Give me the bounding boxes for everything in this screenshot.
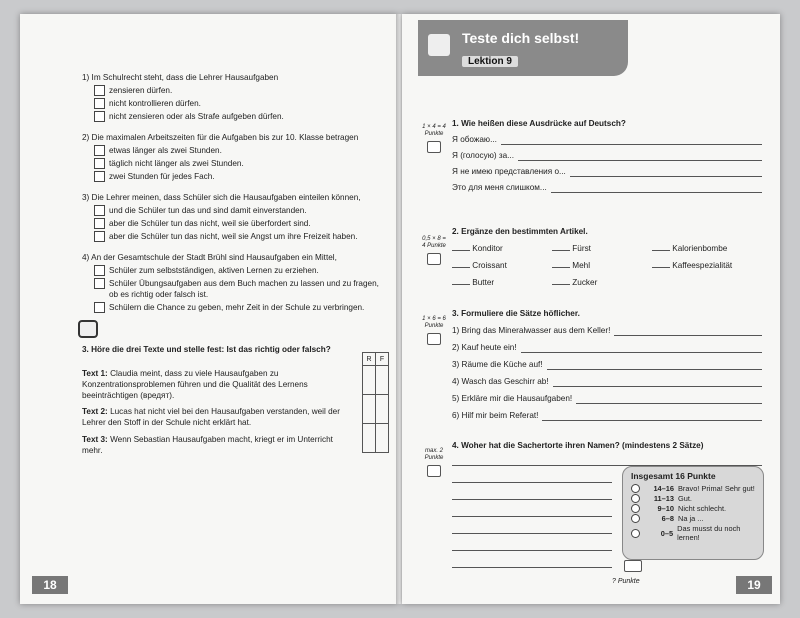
range: 9–10 [657, 504, 674, 513]
sentence: 1) Bring das Mineralwasser aus dem Keller! [452, 326, 611, 335]
checkbox[interactable] [94, 85, 105, 96]
answer-cell[interactable] [363, 366, 376, 395]
checkbox[interactable] [94, 171, 105, 182]
text-label: Text 1: [82, 369, 108, 378]
rating: Nicht schlecht. [678, 504, 727, 513]
checkbox[interactable] [94, 302, 105, 313]
answer-line[interactable] [452, 534, 612, 551]
question-4 [82, 252, 382, 313]
points-label: ? Punkte [612, 578, 640, 585]
answer-cell[interactable] [363, 424, 376, 453]
answer-line[interactable] [452, 551, 612, 568]
option-text: nicht kontrollieren dürfen. [109, 99, 201, 108]
rating: Na ja ... [678, 514, 704, 523]
audio-icon [78, 320, 98, 338]
sentence: 5) Erkläre mir die Hausaufgaben! [452, 394, 573, 403]
noun: Kalorienbombe [672, 244, 728, 253]
text-1 [82, 368, 352, 401]
noun: Kaffeespezialität [672, 261, 733, 270]
checkbox[interactable] [94, 205, 105, 216]
checkbox[interactable] [94, 98, 105, 109]
right-page [402, 14, 780, 604]
score-box[interactable] [427, 465, 441, 477]
total-score-box [622, 466, 764, 560]
answer-cell[interactable] [376, 424, 389, 453]
score-box[interactable] [427, 253, 441, 265]
answer-line[interactable] [547, 360, 762, 370]
score-text: 1 × 4 = 4 Punkte [422, 124, 446, 137]
answer-line[interactable] [551, 183, 762, 193]
page-number: 18 [32, 576, 68, 594]
section-title: 3. Formuliere die Sätze höflicher. [452, 309, 580, 318]
section-title: 1. Wie heißen diese Ausdrücke auf Deutsch? [452, 119, 626, 128]
text-body: Claudia meint, dass zu viele Hausaufgaben zu Konzentrationsproblemen führen und die Qualität des Lernens beeinträchtigen (вредят). [82, 369, 308, 400]
question-text: 4) An der Gesamtschule der Stadt Brühl sind Hausaufgaben ein Mittel, [82, 253, 337, 262]
text-3 [82, 434, 352, 456]
rf-header-f: F [376, 353, 389, 366]
section-3 [452, 308, 762, 421]
noun: Konditor [472, 244, 503, 253]
option-text: aber die Schüler tun das nicht, weil sie überfordert sind. [109, 219, 311, 228]
rating: Bravo! Prima! Sehr gut! [678, 484, 755, 493]
radio-circle[interactable] [631, 504, 640, 513]
option-text: etwas länger als zwei Stunden. [109, 146, 222, 155]
noun: Croissant [472, 261, 507, 270]
answer-line[interactable] [518, 151, 762, 161]
radio-circle[interactable] [631, 514, 640, 523]
question-2 [82, 132, 382, 182]
score-s4 [420, 448, 448, 477]
option-text: zwei Stunden für jedes Fach. [109, 172, 215, 181]
checkbox[interactable] [94, 265, 105, 276]
option-text: nicht zensieren oder als Strafe aufgeben dürfen. [109, 112, 284, 121]
answer-line[interactable] [614, 326, 762, 336]
radio-circle[interactable] [631, 529, 640, 538]
text-label: Text 3: [82, 435, 108, 444]
answer-line[interactable] [452, 500, 612, 517]
section-1 [452, 118, 762, 193]
test-header [418, 20, 628, 76]
noun: Fürst [572, 244, 591, 253]
checkbox[interactable] [94, 231, 105, 242]
answer-line[interactable] [521, 343, 762, 353]
question-1 [82, 72, 382, 122]
answer-line[interactable] [576, 394, 762, 404]
section-2 [452, 226, 762, 288]
coffee-cup-icon [428, 34, 450, 56]
answer-line[interactable] [570, 167, 762, 177]
range: 14–16 [653, 484, 674, 493]
answer-cell[interactable] [363, 395, 376, 424]
answer-cell[interactable] [376, 395, 389, 424]
sentence: 2) Kauf heute ein! [452, 343, 517, 352]
question-text: 3) Die Lehrer meinen, dass Schüler sich die Hausaufgaben einteilen können, [82, 193, 361, 202]
option-text: zensieren dürfen. [109, 86, 173, 95]
score-text: 0,5 × 8 = 4 Punkte [422, 236, 446, 249]
noun: Mehl [572, 261, 591, 270]
text-2 [82, 406, 352, 428]
option-text: Schüler zum selbstständigen, aktiven Lernen zu erziehen. [109, 266, 319, 275]
answer-line[interactable] [452, 483, 612, 500]
rf-header-r: R [363, 353, 376, 366]
checkbox[interactable] [94, 278, 105, 289]
text-body: Wenn Sebastian Hausaufgaben macht, kriegt er im Unterricht mehr. [82, 435, 333, 455]
text-body: Lucas hat nicht viel bei den Hausaufgaben verstanden, weil der Lehrer den Stoff in der Schule nicht erklärt hat. [82, 407, 340, 427]
answer-line[interactable] [452, 517, 612, 534]
noun: Zucker [572, 278, 598, 287]
phrase: Я (голосую) за... [452, 151, 514, 160]
score-text: 1 × 6 = 6 Punkte [422, 316, 446, 329]
answer-line[interactable] [452, 466, 612, 483]
points-box[interactable] [624, 560, 642, 572]
checkbox[interactable] [94, 158, 105, 169]
option-text: aber die Schüler tun das nicht, weil sie Angst um ihre Freizeit haben. [109, 232, 358, 241]
sentence: 3) Räume die Küche auf! [452, 360, 543, 369]
checkbox[interactable] [94, 218, 105, 229]
sentence: 4) Wasch das Geschirr ab! [452, 377, 549, 386]
phrase: Это для меня слишком... [452, 183, 547, 192]
task-3-title: 3. Höre die drei Texte und stelle fest: Ist das richtig oder falsch? [82, 345, 331, 354]
left-page [20, 14, 398, 604]
page-number: 19 [736, 576, 772, 594]
rating: Das musst du noch lernen! [677, 524, 741, 542]
radio-circle[interactable] [631, 494, 640, 503]
answer-line[interactable] [452, 451, 762, 466]
score-s1 [420, 124, 448, 153]
range: 11–13 [653, 494, 674, 503]
option-text: und die Schüler tun das und sind damit einverstanden. [109, 206, 307, 215]
question-3 [82, 192, 382, 242]
section-title: 2. Ergänze den bestimmten Artikel. [452, 227, 588, 236]
text-label: Text 2: [82, 407, 108, 416]
noun: Butter [472, 278, 495, 287]
answer-cell[interactable] [376, 366, 389, 395]
answer-line[interactable] [542, 411, 762, 421]
header-title: Teste dich selbst! [462, 30, 580, 46]
checkbox[interactable] [94, 111, 105, 122]
phrase: Я не имею представления о... [452, 167, 566, 176]
true-false-table [362, 352, 389, 453]
score-box[interactable] [427, 333, 441, 345]
checkbox[interactable] [94, 145, 105, 156]
score-text: max. 2 Punkte [424, 448, 444, 461]
question-text: 2) Die maximalen Arbeitszeiten für die Aufgaben bis zur 10. Klasse betragen [82, 133, 359, 142]
section-title: 4. Woher hat die Sachertorte ihren Namen? (mindestens 2 Sätze) [452, 441, 704, 450]
range: 6–8 [661, 514, 674, 523]
option-text: Schülern die Chance zu geben, mehr Zeit in der Schule zu verbringen. [109, 303, 365, 312]
score-box[interactable] [427, 141, 441, 153]
total-title: Insgesamt 16 Punkte [631, 471, 716, 481]
score-s3 [420, 316, 448, 345]
sentence: 6) Hilf mir beim Referat! [452, 411, 539, 420]
question-text: 1) Im Schulrecht steht, dass die Lehrer Hausaufgaben [82, 73, 279, 82]
option-text: Schüler Übungsaufgaben aus dem Buch machen zu lassen und zu fragen, ob es richtig oder falsch ist. [109, 279, 379, 299]
answer-line[interactable] [553, 377, 762, 387]
rating: Gut. [678, 494, 692, 503]
range: 0–5 [660, 528, 674, 538]
answer-line[interactable] [501, 135, 762, 145]
lesson-label: Lektion 9 [462, 56, 518, 67]
option-text: täglich nicht länger als zwei Stunden. [109, 159, 244, 168]
phrase: Я обожаю... [452, 135, 497, 144]
score-s2 [420, 236, 448, 265]
radio-circle[interactable] [631, 484, 640, 493]
